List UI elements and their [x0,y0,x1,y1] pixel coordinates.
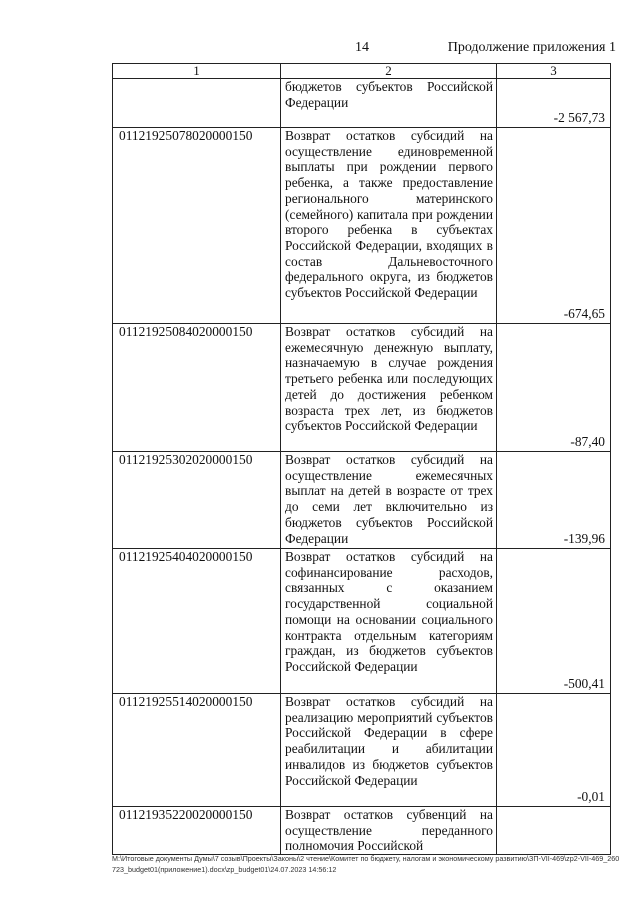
table-row [113,807,611,855]
table-row [113,452,611,549]
row-description-text: Возврат остатков субсидий на осуществление ежемесячных выплат на детей в возрасте от трех до семи лет включительно из бюджетов субъектов Российской Федерации [285,452,493,546]
column-header-2: 2 [281,64,497,79]
table-row [113,694,611,807]
row-description [281,549,497,694]
column-header-1: 1 [113,64,281,79]
budget-code: 01121925404020000150 [113,549,281,694]
page-number: 14 [355,40,369,55]
row-description [281,452,497,549]
column-header-3: 3 [497,64,611,79]
row-amount: -500,41 [497,549,611,694]
row-description-text: Возврат остатков субвенций на осуществление переданного полномочия Российской [285,807,493,854]
row-description [281,807,497,855]
row-description-text: бюджетов субъектов Российской Федерации [285,79,493,110]
row-description-text: Возврат остатков субсидий на осуществление единовременной выплаты при рождении первого ребенка, а также предоставление регионального материнского (семейного) капитала при рождении второго ребенка в субъектах Российской Федерации, входящих в состав Дальневосточного федерального округа, из бюджетов субъектов Российской Федерации [285,128,493,301]
budget-code [113,79,281,128]
budget-code: 01121935220020000150 [113,807,281,855]
budget-table [112,63,611,855]
row-amount: -87,40 [497,324,611,452]
row-amount: -2 567,73 [497,79,611,128]
table-row [113,128,611,324]
row-description [281,79,497,128]
table-row [113,79,611,128]
footer-file-path: М:\Итоговые документы Думы\7 созыв\Проекты\Законы\2 чтение\Комитет по бюджету, налогам и экономическому развитию\ЗП-VII-469\zp2-VII-469_260723_budget01(приложение1).docx\zp_budget01\24.07.2023 14:56:12 [112,854,620,874]
row-description [281,324,497,452]
budget-code: 01121925084020000150 [113,324,281,452]
table-header-row [113,64,611,79]
budget-code: 01121925078020000150 [113,128,281,324]
continuation-label: Продолжение приложения 1 [447,40,616,55]
row-amount: -0,01 [497,694,611,807]
budget-code: 01121925302020000150 [113,452,281,549]
row-amount [497,807,611,855]
table-row [113,549,611,694]
row-amount: -139,96 [497,452,611,549]
row-description [281,128,497,324]
row-description [281,694,497,807]
row-amount: -674,65 [497,128,611,324]
row-description-text: Возврат остатков субсидий на ежемесячную денежную выплату, назначаемую в случае рождения третьего ребенка или последующих детей до достижения ребенком возраста трех лет, из бюджетов субъектов Российской Федерации [285,324,493,434]
row-description-text: Возврат остатков субсидий на реализацию мероприятий субъектов Российской Федерации в сфере реабилитации и абилитации инвалидов из бюджетов субъектов Российской Федерации [285,694,493,788]
row-description-text: Возврат остатков субсидий на софинансирование расходов, связанных с оказанием государственной социальной помощи на основании социального контракта отдельным категориям граждан, из бюджетов субъектов Российской Федерации [285,549,493,674]
budget-code: 01121925514020000150 [113,694,281,807]
table-row [113,324,611,452]
